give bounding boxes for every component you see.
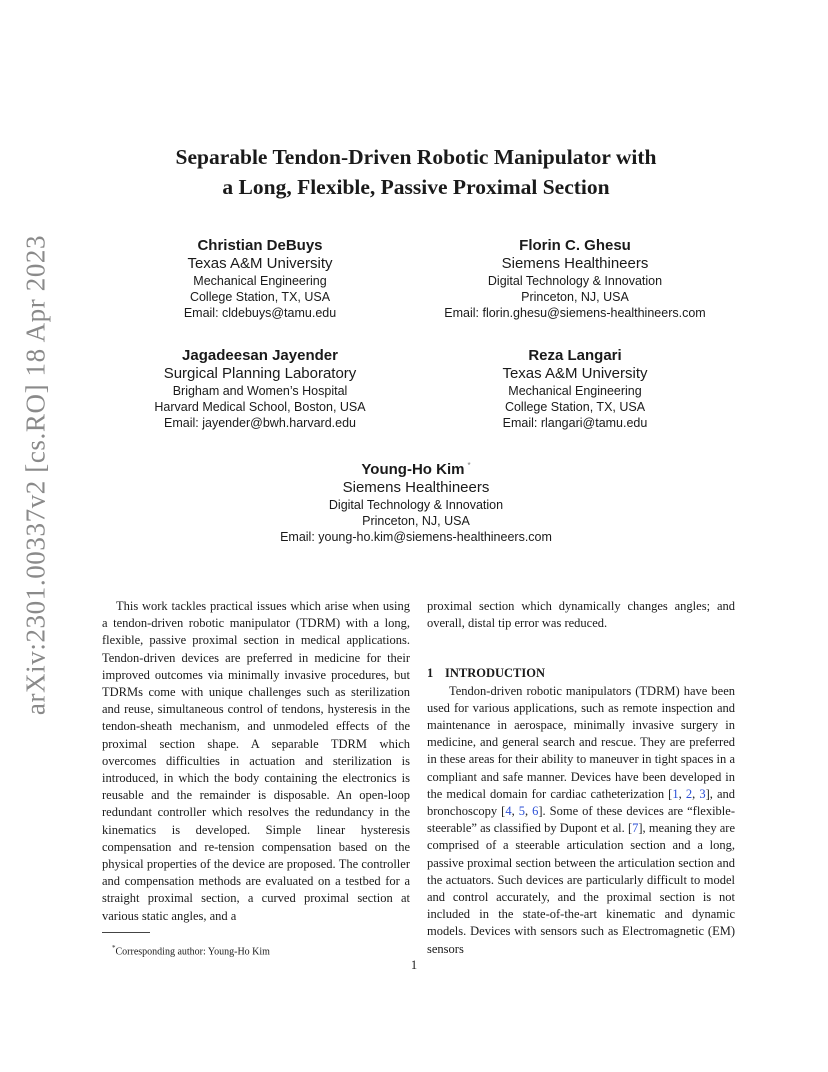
citation-link[interactable]: 1 xyxy=(672,786,679,801)
right-column xyxy=(427,598,735,958)
section-heading xyxy=(427,665,735,682)
corresponding-author-mark: * xyxy=(467,461,471,470)
footnote-rule xyxy=(102,932,150,933)
author-block-kim xyxy=(216,457,616,545)
author-dept: Brigham and Women’s Hospital xyxy=(172,384,348,398)
intro-text-3: ]. Some of these devices are “flexible-steerable” as classified by Dupont et al. [ xyxy=(427,804,735,836)
footnote-text: Corresponding author: Young-Ho Kim xyxy=(115,946,270,958)
author-name: Young-Ho Kim xyxy=(361,461,465,478)
author-location: Princeton, NJ, USA xyxy=(362,514,470,528)
author-org: Texas A&M University xyxy=(187,255,333,272)
author-email: Email: florin.ghesu@siemens-healthineers.com xyxy=(444,306,706,320)
author-org: Surgical Planning Laboratory xyxy=(163,365,357,382)
author-block-ghesu xyxy=(400,237,750,321)
author-name: Reza Langari xyxy=(528,347,622,364)
author-email: Email: jayender@bwh.harvard.edu xyxy=(164,416,356,430)
arxiv-identifier xyxy=(0,0,68,1072)
title-line-2: a Long, Flexible, Passive Proximal Section xyxy=(222,175,610,199)
citation-link[interactable]: 7 xyxy=(632,821,639,836)
paper-title xyxy=(100,142,732,202)
section-number: 1 xyxy=(427,666,434,681)
intro-paragraph: Tendon-driven robotic manipulators (TDRM) have been used for various applications, such as remote inspection and maintenance in aerospace, minimally invasive surgery in medicine, and general search and rescue. They are preferred in these areas for their ability to maneuver in tight spaces in a compliant and safe manner. Devices have been developed in the medical domain for cardiac catheterization [1, 2, 3], and bronchoscopy [4, 5, 6]. Some of these devices are “flexible-steerable” as classified by Dupont et al. [7], meaning they are comprised of a steerable articulation section and a long, passive proximal section between the articulation section and the actuators. Such devices are particularly difficult to model and control accurately, and the proximal section is not included in the state-of-the-art kinematic and dynamic models. Devices with sensors such as Electromagnetic (EM) sensors xyxy=(427,683,736,956)
citation-link[interactable]: 5 xyxy=(518,804,525,819)
citation-link[interactable]: 4 xyxy=(505,804,512,819)
citation-link[interactable]: 2 xyxy=(685,786,693,801)
author-block-langari xyxy=(460,347,690,431)
author-dept: Digital Technology & Innovation xyxy=(487,274,663,288)
author-org: Texas A&M University xyxy=(502,365,648,382)
citation-link[interactable]: 3 xyxy=(699,786,706,801)
author-location: Harvard Medical School, Boston, USA xyxy=(154,400,366,414)
author-email: Email: cldebuys@tamu.edu xyxy=(183,306,337,320)
author-email: Email: rlangari@tamu.edu xyxy=(502,416,648,430)
author-org: Siemens Healthineers xyxy=(342,479,490,496)
abstract-text: This work tackles practical issues which arise when using a tendon-driven robotic manipulator (TDRM) with a long, flexible, passive proximal section in medical applications. Tendon-driven devices are preferred in medicine for their improved outcomes via minimally invasive procedures, but TDRMs come with unique challenges such as sterilization and reuse, simultaneous control of tendons, hysteresis in the tendon-sheath mechanism, and unmodeled effects of the proximal section shape. A separable TDRM which overcomes difficulties in actuation and sterilization is introduced, in which the body containing the electronics is reusable and the remainder is disposable. An open-loop redundant controller which resolves the redundancy in the kinematics is developed. Simple linear hysteresis compensation and re-tension compensation based on the physical properties of the device are proposed. The controller and compensation methods are evaluated on a testbed for a straight proximal section, a curved proximal section at various static angles, and a xyxy=(102,599,410,923)
footnote xyxy=(112,941,270,959)
author-name: Christian DeBuys xyxy=(197,237,323,254)
author-location: Princeton, NJ, USA xyxy=(521,290,629,304)
intro-text-1: Tendon-driven robotic manipulators (TDRM) have been used for various applications, such as remote inspection and maintenance in aerospace, minimally invasive surgery in medicine, and general search and rescue. They are preferred in these areas for their ability to maneuver in tight spaces in a compliant and safe manner. Devices have been developed in the medical domain for cardiac catheterization [ xyxy=(427,683,735,801)
intro-text-4: ], meaning they are comprised of a steerable articulation section and a long, passive proximal section between the articulation section and the actuators. Such devices are particularly difficult to model and control accurately, and the proximal section is not included in the state-of-the-art kinematic and dynamic models. Devices with sensors such as Electromagnetic (EM) sensors xyxy=(427,821,735,956)
left-column xyxy=(102,598,410,925)
author-dept: Digital Technology & Innovation xyxy=(328,498,504,512)
citation-link[interactable]: 6 xyxy=(532,804,539,819)
author-org: Siemens Healthineers xyxy=(501,255,649,272)
author-dept: Mechanical Engineering xyxy=(193,274,327,288)
author-name: Jagadeesan Jayender xyxy=(182,347,338,364)
author-block-debuys xyxy=(160,237,360,321)
arxiv-id-text: arXiv:2301.00337v2 [cs.RO] 18 Apr 2023 xyxy=(20,234,51,716)
author-dept: Mechanical Engineering xyxy=(508,384,642,398)
author-email: Email: young-ho.kim@siemens-healthineers.com xyxy=(280,530,552,544)
title-line-1: Separable Tendon-Driven Robotic Manipulator with xyxy=(175,145,657,169)
footnote-mark: * xyxy=(112,944,116,952)
section-title: INTRODUCTION xyxy=(445,666,546,681)
author-name-line xyxy=(216,457,616,479)
author-location: College Station, TX, USA xyxy=(504,400,646,414)
author-name: Florin C. Ghesu xyxy=(519,237,631,254)
abstract-continuation: proximal section which dynamically changes angles; and overall, distal tip error was reduced. xyxy=(427,599,735,631)
page-number: 1 xyxy=(410,958,418,972)
author-location: College Station, TX, USA xyxy=(189,290,331,304)
author-block-jayender xyxy=(130,347,390,431)
intro-text-2: ], and bronchoscopy [ xyxy=(427,786,736,819)
